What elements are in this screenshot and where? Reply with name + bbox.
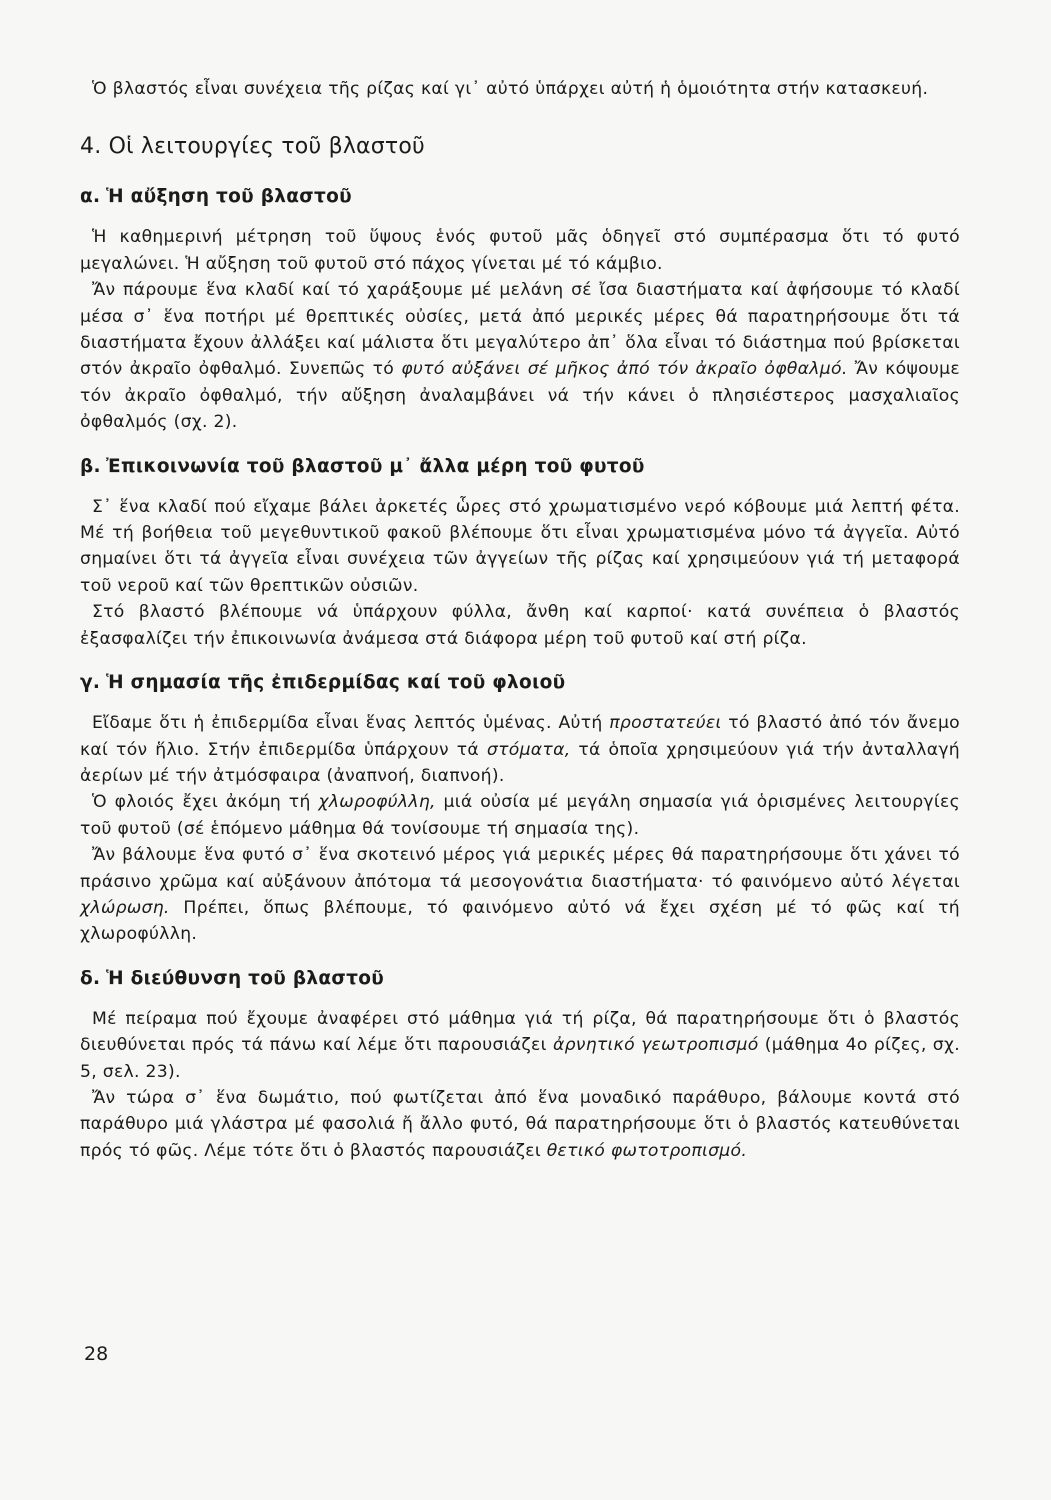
text-run: Πρέπει, ὅπως βλέπουμε, τό φαινόμενο αὐτό νά ἔχει σχέση μέ τό φῶς καί τή χλωροφύλλη. [80, 897, 960, 945]
intro-paragraph: Ὁ βλαστός εἶναι συνέχεια τῆς ρίζας καί γι᾽ αὐτό ὑπάρχει αὐτή ἡ ὁμοιότητα στήν κατασκευή. [92, 79, 929, 99]
text-run: Ὁ φλοιός ἔχει ἀκόμη τή [92, 792, 319, 813]
subsection-d-body [80, 1006, 960, 1164]
subsection-c-label: γ. [80, 672, 101, 694]
subsection-a-body [80, 224, 960, 435]
subsection-b-paragraph-2: Στό βλαστό βλέπουμε νά ὑπάρχουν φύλλα, ἄνθη καί καρποί· κατά συνέπεια ὁ βλαστός ἐξασφαλίζει τήν ἐπικοινωνία ἀνάμεσα στά διάφορα μέρη τοῦ φυτοῦ καί στή ρίζα. [80, 602, 960, 649]
italic-run: χλωροφύλλη, [318, 792, 436, 813]
text-run: μιά οὐσία μέ μεγάλη σημασία γιά ὁρισμένες λειτουργίες τοῦ φυτοῦ (σέ ἑπόμενο μάθημα θά τονίσουμε τή σημασία της). [80, 792, 960, 839]
text-run: Μέ πείραμα πού ἔχουμε ἀναφέρει στό μάθημα γιά τή ρίζα, θά παρατηρήσουμε ὅτι ὁ βλαστός διευθύνεται πρός τά πάνω καί λέμε ὅτι παρουσιάζει [80, 1008, 960, 1056]
subsection-d-heading [80, 966, 960, 992]
subsection-b-paragraph-1: Σ᾽ ἕνα κλαδί πού εἴχαμε βάλει ἀρκετές ὧρες στό χρωματισμένο νερό κόβουμε μιά λεπτή φέτα. Μέ τή βοήθεια τοῦ μεγεθυντικοῦ φακοῦ βλέπουμε ὅτι εἶναι χρωματισμένα μόνο τά ἀγγεῖα. Αὐτό σημαίνει ὅτι τά ἀγγεῖα εἶναι συνέχεια τῶν ἀγγείων τῆς ρίζας καί χρησιμεύουν γιά τή μεταφορά τοῦ νεροῦ καί τῶν θρεπτικῶν οὐσιῶν. [80, 496, 960, 596]
subsection-b-title: Ἐπικοινωνία τοῦ βλαστοῦ μ᾽ ἄλλα μέρη τοῦ φυτοῦ [106, 455, 645, 477]
italic-run: θετικό φωτοτροπισμό. [546, 1140, 748, 1161]
text-run: Ἄν πάρουμε ἕνα κλαδί καί τό χαράξουμε μέ μελάνη σέ ἴσα διαστήματα καί ἀφήσουμε τό κλαδί μέσα σ᾽ ἕνα ποτήρι μέ θρεπτικές οὐσίες, μετά ἀπό μερικές μέρες θά παρατηρήσουμε ὅτι τά διαστήματα ἔχουν ἀλλάξει καί μάλιστα ὅτι μεγαλύτερο ἀπ᾽ ὅλα εἶναι τό διάστημα πού βρίσκεται στόν ἀκραῖο ὀφθαλμό. Συνεπῶς τό [80, 280, 960, 380]
italic-run: προστατεύει [609, 713, 722, 734]
subsection-b-body [80, 494, 960, 652]
text-run: Ἄν βάλουμε ἕνα φυτό σ᾽ ἕνα σκοτεινό μέρος γιά μερικές μέρες θά παρατηρήσουμε ὅτι χάνει τό πράσινο χρῶμα καί αὐξάνουν ἀπότομα τά μεσογονάτια διαστήματα· τό φαινόμενο αὐτό λέγεται [80, 845, 960, 892]
italic-run: χλώρωση. [80, 897, 170, 918]
subsection-c-paragraph-2 [80, 789, 960, 842]
subsection-c-body [80, 710, 960, 948]
subsection-a-title: Ἡ αὔξηση τοῦ βλαστοῦ [106, 186, 352, 208]
subsection-c-title: Ἡ σημασία τῆς ἐπιδερμίδας καί τοῦ φλοιοῦ [106, 672, 566, 694]
subsection-a-paragraph-2 [80, 277, 960, 435]
text-run: Εἴδαμε ὅτι ἡ ἐπιδερμίδα εἶναι ἕνας λεπτός ὑμένας. Αὐτή [92, 713, 610, 734]
subsection-c-paragraph-1 [80, 710, 960, 789]
subsection-b-label: β. [80, 455, 101, 477]
subsection-d-title: Ἡ διεύθυνση τοῦ βλαστοῦ [106, 967, 384, 989]
italic-run: φυτό αὐξάνει σέ μῆκος ἀπό τόν ἀκραῖο ὀφθαλμό. [401, 359, 848, 380]
text-run: Ἄν τώρα σ᾽ ἕνα δωμάτιο, πού φωτίζεται ἀπό ἕνα μοναδικό παράθυρο, βάλουμε κοντά στό παράθυρο μιά γλάστρα μέ φασολιά ἤ ἄλλο φυτό, θά παρατηρήσουμε ὅτι ὁ βλαστός κατευθύνεται πρός τό φῶς. Λέμε τότε ὅτι ὁ βλαστός παρουσιάζει [80, 1087, 960, 1161]
subsection-d-label: δ. [80, 967, 101, 989]
text-run: Ἄν κόψουμε τόν ἀκραῖο ὀφθαλμό, τήν αὔξηση ἀναλαμβάνει νά τήν κάνει ὁ πλησιέστερος μασχαλιαῖος ὀφθαλμός (σχ. 2). [80, 359, 960, 433]
italic-run: στόματα, [486, 739, 571, 760]
text-run: τά ὁποῖα χρησιμεύουν γιά τήν ἀνταλλαγή ἀερίων μέ τήν ἀτμόσφαιρα (ἀναπνοή, διαπνοή). [80, 739, 961, 786]
subsection-d-paragraph-1 [80, 1006, 960, 1085]
text-run: (μάθημα 4ο ρίζες, σχ. 5, σελ. 23). [80, 1035, 960, 1082]
subsection-c-paragraph-3 [80, 842, 960, 948]
subsection-a-label: α. [80, 186, 101, 208]
italic-run: ἀρνητικό γεωτροπισμό [552, 1035, 759, 1056]
subsection-d-paragraph-2 [80, 1085, 960, 1164]
text-run: τό βλαστό ἀπό τόν ἄνεμο καί τόν ἥλιο. Στήν ἐπιδερμίδα ὑπάρχουν τά [80, 713, 961, 760]
page-number: 28 [84, 1343, 109, 1365]
subsection-b-heading [80, 454, 960, 480]
subsection-a-paragraph-1: Ἡ καθημερινή μέτρηση τοῦ ὕψους ἑνός φυτοῦ μᾶς ὁδηγεῖ στό συμπέρασμα ὅτι τό φυτό μεγαλώνει. Ἡ αὔξηση τοῦ φυτοῦ στό πάχος γίνεται μέ τό κάμβιο. [80, 227, 960, 274]
subsection-c-heading [80, 670, 960, 696]
page-content [80, 76, 960, 1174]
subsection-a-heading [80, 184, 960, 210]
section-title: 4. Οἱ λειτουργίες τοῦ βλαστοῦ [80, 134, 425, 160]
